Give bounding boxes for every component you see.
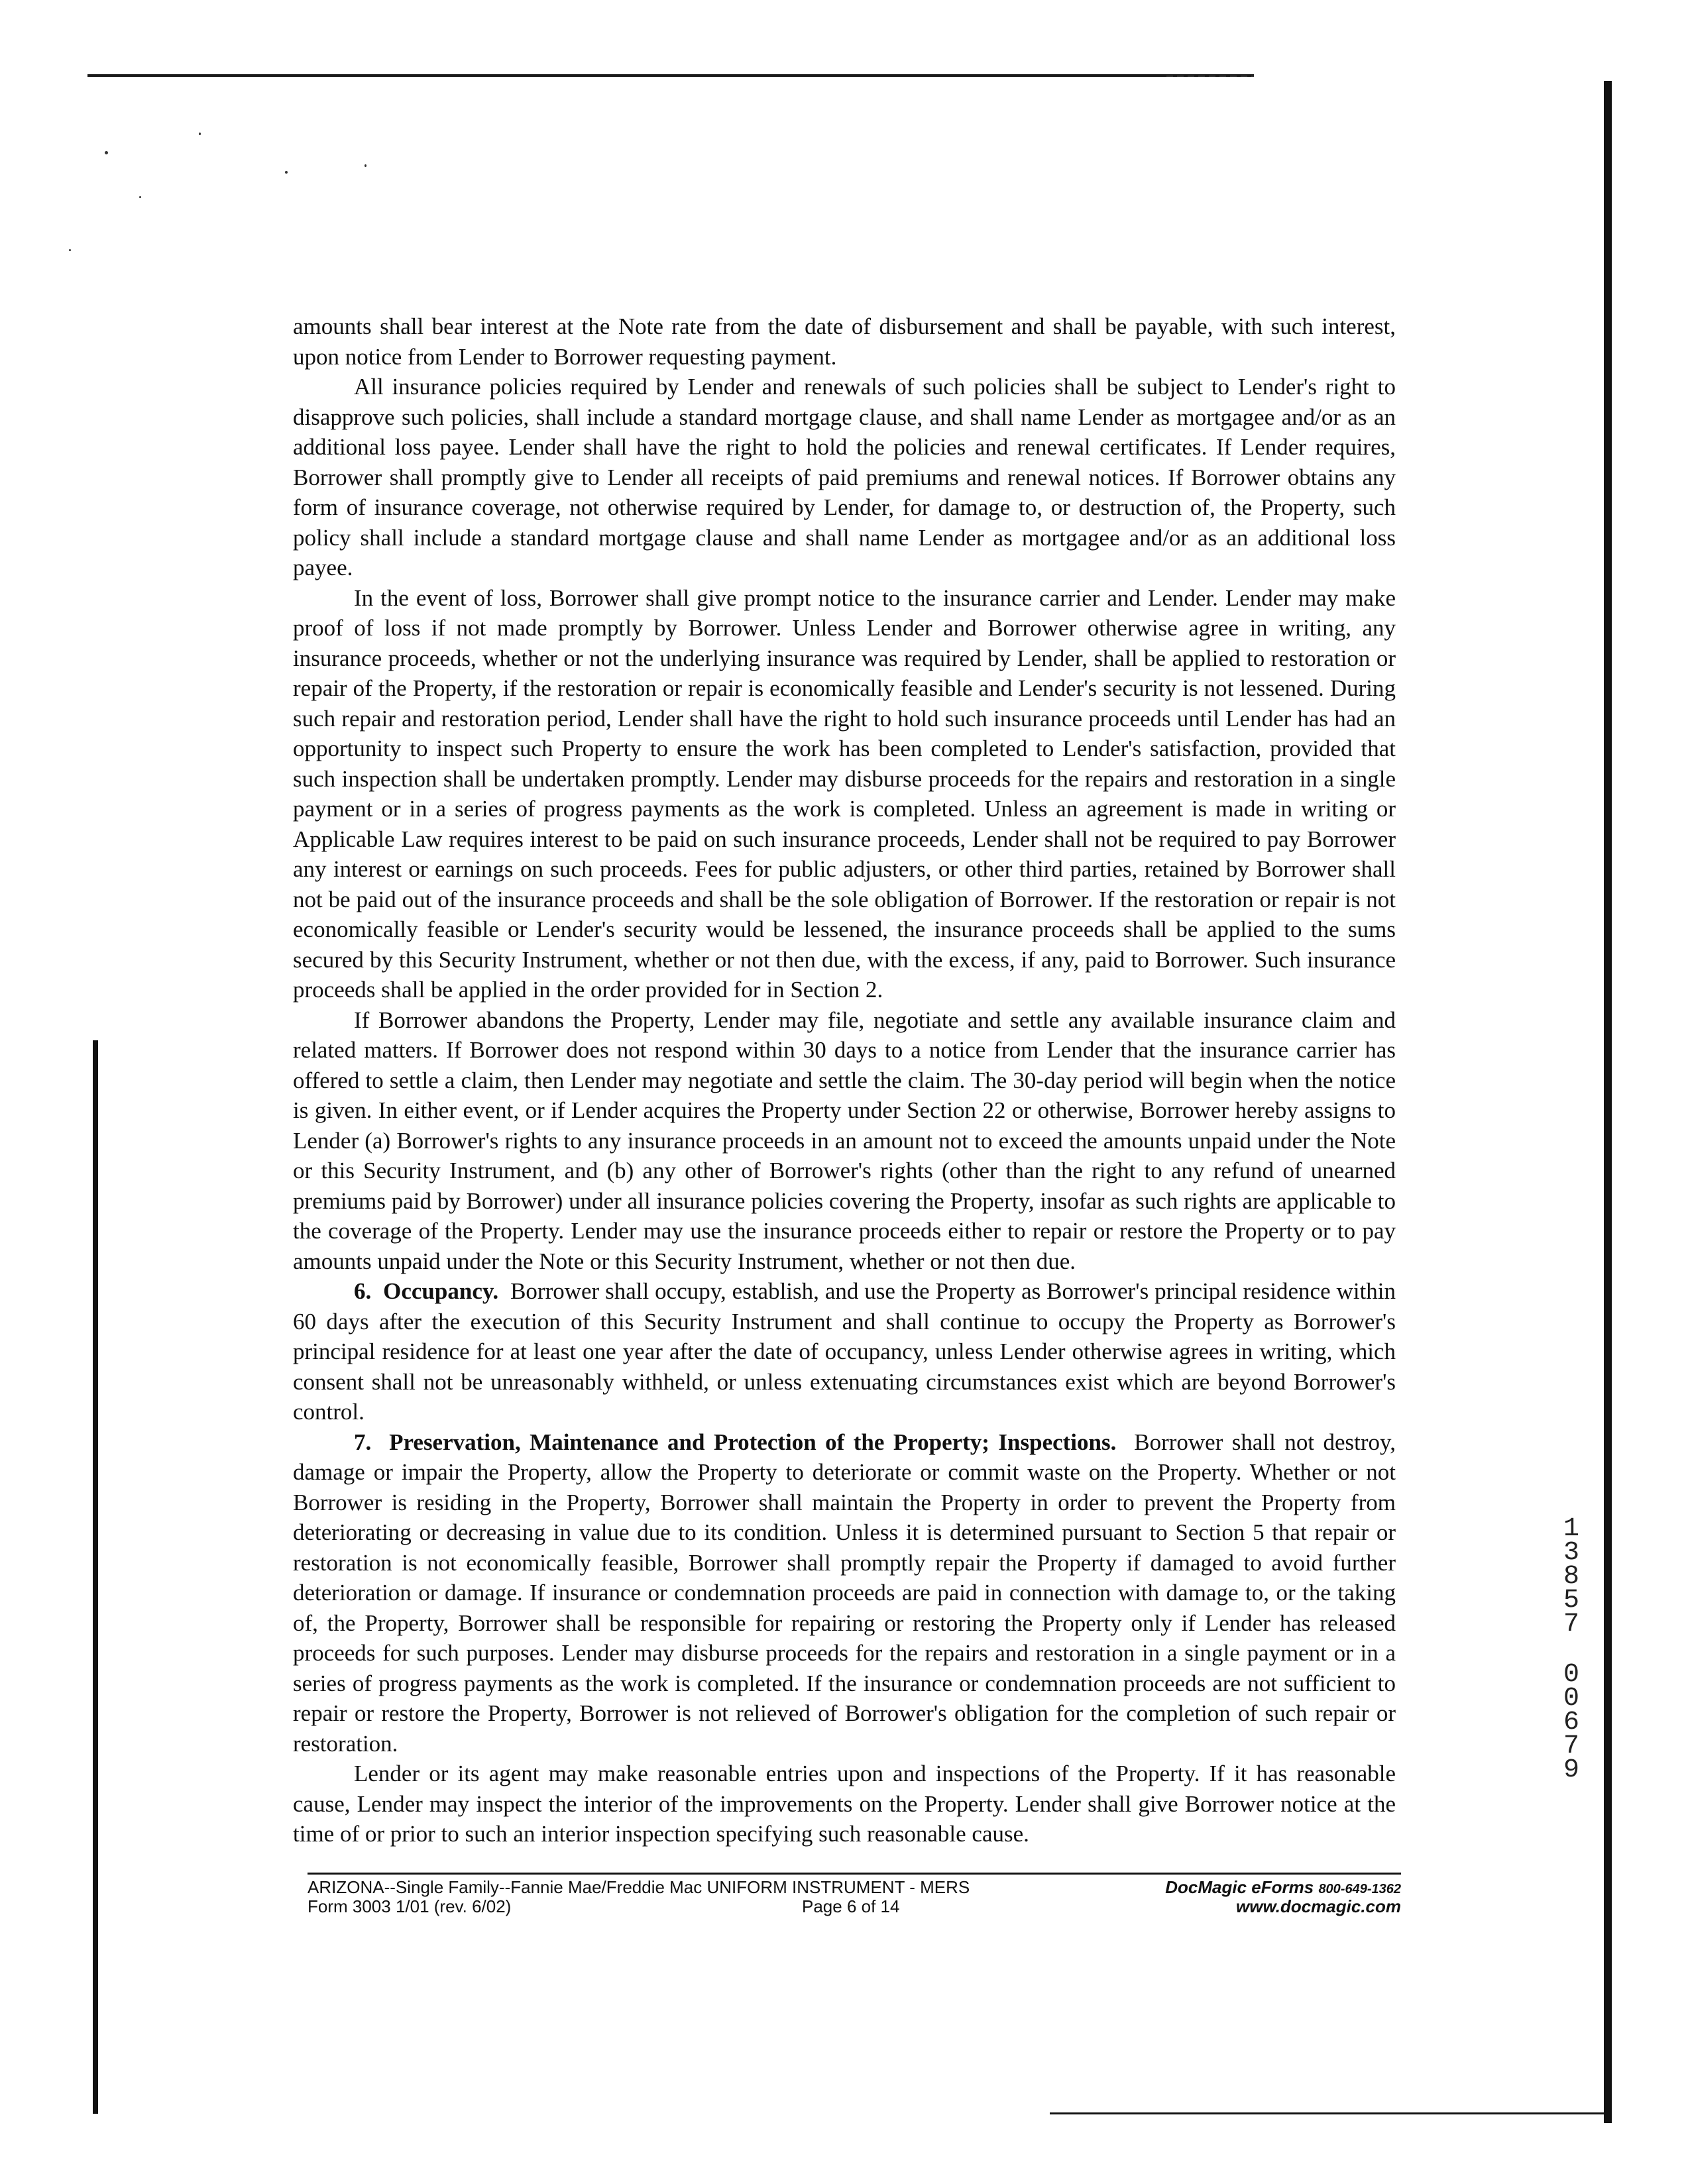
scan-speck	[139, 196, 141, 198]
scan-speck	[365, 164, 366, 167]
section-6-occupancy	[293, 1276, 1396, 1427]
stamp-digit: 9	[1563, 1755, 1579, 1785]
section-number: 7.	[354, 1429, 372, 1455]
scan-speck	[199, 133, 201, 135]
form-footer	[308, 1878, 1401, 1938]
right-scan-border	[1604, 81, 1612, 2123]
stamp-digit: 8	[1563, 1562, 1579, 1592]
section-heading: Preservation, Maintenance and Protection of the Property; Inspections.	[389, 1429, 1117, 1455]
stamp-digit: 0	[1563, 1660, 1579, 1690]
section-text: Borrower shall occupy, establish, and use the Property as Borrower's principal residence within 60 days after the execution of this Security Instrument and shall continue to occupy the Property as Borrower's principal residence for at least one year after the date of occupancy, unless Lender otherwise agrees in writing, which consent shall not be unreasonably withheld, or unless extenuating circumstances exist which are beyond Borrower's control.	[293, 1278, 1396, 1425]
section-heading: Occupancy.	[383, 1278, 499, 1304]
vendor-name: DocMagic eForms	[1165, 1877, 1314, 1897]
bottom-scan-rule	[1050, 2112, 1604, 2114]
form-number: Form 3003 1/01 (rev. 6/02)	[308, 1896, 512, 1916]
stamp-digit: 6	[1563, 1708, 1579, 1737]
left-scan-border	[93, 1040, 98, 2114]
scan-speck	[105, 151, 108, 154]
paragraph-event-of-loss: In the event of loss, Borrower shall give prompt notice to the insurance carrier and Lender. Lender may make proof of loss if not made promptly by Borrower. Unless Lender and Borrower otherwise agree in writing, any insurance proceeds, whether or not the underlying insurance was required by Lender, shall be applied to restoration or repair of the Property, if the restoration or repair is economically feasible and Lender's security is not lessened. During such repair and restoration period, Lender shall have the right to hold such insurance proceeds until Lender has had an opportunity to inspect such Property to ensure the work has been completed to Lender's satisfaction, provided that such inspection shall be undertaken promptly. Lender may disburse proceeds for the repairs and restoration in a single payment or in a series of progress payments as the work is completed. Unless an agreement is made in writing or Applicable Law requires interest to be paid on such insurance proceeds, Lender shall not be required to pay Borrower any interest or earnings on such proceeds. Fees for public adjusters, or other third parties, retained by Borrower shall not be paid out of the insurance proceeds and shall be the sole obligation of Borrower. If the restoration or repair is not economically feasible or Lender's security would be lessened, the insurance proceeds shall be applied to the sums secured by this Security Instrument, whether or not then due, with the excess, if any, paid to Borrower. Such insurance proceeds shall be applied in the order provided for in Section 2.	[293, 584, 1396, 1003]
stamp-digit: 3	[1563, 1538, 1579, 1568]
stamp-digit: 7	[1563, 1731, 1579, 1761]
section-number: 6.	[354, 1278, 372, 1304]
document-body	[293, 311, 1396, 1849]
paragraph-abandonment: If Borrower abandons the Property, Lender may file, negotiate and settle any available insurance claim and related matters. If Borrower does not respond within 30 days to a notice from Lender that the insurance carrier has offered to settle a claim, then Lender may negotiate and settle the claim. The 30-day period will begin when the notice is given. In either event, or if Lender acquires the Property under Section 22 or otherwise, Borrower hereby assigns to Lender (a) Borrower's rights to any insurance proceeds in an amount not to exceed the amounts unpaid under the Note or this Security Instrument, and (b) any other of Borrower's rights (other than the right to any refund of unearned premiums paid by Borrower) under all insurance policies covering the Property, insofar as such rights are applicable to the coverage of the Property. Lender may use the insurance proceeds either to repair or restore the Property or to pay amounts unpaid under the Note or this Security Instrument, whether or not then due.	[293, 1007, 1396, 1274]
vendor-phone: 800-649-1362	[1318, 1882, 1401, 1896]
recording-stamp	[1555, 1514, 1588, 1785]
form-title: ARIZONA--Single Family--Fannie Mae/Freddie Mac UNIFORM INSTRUMENT - MERS	[308, 1877, 970, 1897]
page-number: Page 6 of 14	[802, 1896, 900, 1916]
top-rule	[87, 74, 1254, 77]
paragraph-interest-continued: amounts shall bear interest at the Note rate from the date of disbursement and shall be payable, with such interest, upon notice from Lender to Borrower requesting payment.	[293, 313, 1396, 370]
top-rule-dashed-end	[1166, 76, 1254, 77]
scan-speck	[69, 249, 71, 251]
footer-rule	[308, 1873, 1401, 1875]
stamp-digit: 0	[1563, 1684, 1579, 1714]
scan-speck	[285, 171, 288, 174]
paragraph-insurance-policies: All insurance policies required by Lender and renewals of such policies shall be subject to Lender's right to disapprove such policies, shall include a standard mortgage clause, and shall name Lender as mortgagee and/or as an additional loss payee. Lender shall have the right to hold the policies and renewal certificates. If Lender requires, Borrower shall promptly give to Lender all receipts of paid premiums and renewal notices. If Borrower obtains any form of insurance coverage, not otherwise required by Lender, for damage to, or destruction of, the Property, such policy shall include a standard mortgage clause and shall name Lender as mortgagee and/or as an additional loss payee.	[293, 374, 1396, 580]
stamp-digit: 5	[1563, 1586, 1579, 1615]
section-7-preservation	[293, 1427, 1396, 1759]
vendor-url: www.docmagic.com	[1236, 1896, 1401, 1916]
stamp-gap	[1555, 1637, 1588, 1663]
section-text: Borrower shall not destroy, damage or impair the Property, allow the Property to deteriorate or commit waste on the Property. Whether or not Borrower is residing in the Property, Borrower shall maintain the Property in order to prevent the Property from deteriorating or decreasing in value due to its condition. Unless it is determined pursuant to Section 5 that repair or restoration is not economically feasible, Borrower shall promptly repair the Property if damaged to avoid further deterioration or damage. If insurance or condemnation proceeds are paid in connection with damage to, or the taking of, the Property, Borrower shall be responsible for repairing or restoring the Property only if Lender has released proceeds for such purposes. Lender may disburse proceeds for the repairs and restoration in a single payment or in a series of progress payments as the work is completed. If the insurance or condemnation proceeds are not sufficient to repair or restore the Property, Borrower is not relieved of Borrower's obligation for the completion of such repair or restoration.	[293, 1429, 1396, 1757]
stamp-digit: 1	[1563, 1514, 1579, 1544]
stamp-digit: 7	[1563, 1610, 1579, 1639]
paragraph-inspections: Lender or its agent may make reasonable entries upon and inspections of the Property. If it has reasonable cause, Lender may inspect the interior of the improvements on the Property. Lender shall give Borrower notice at the time of or prior to such an interior inspection specifying such reasonable cause.	[293, 1761, 1396, 1847]
